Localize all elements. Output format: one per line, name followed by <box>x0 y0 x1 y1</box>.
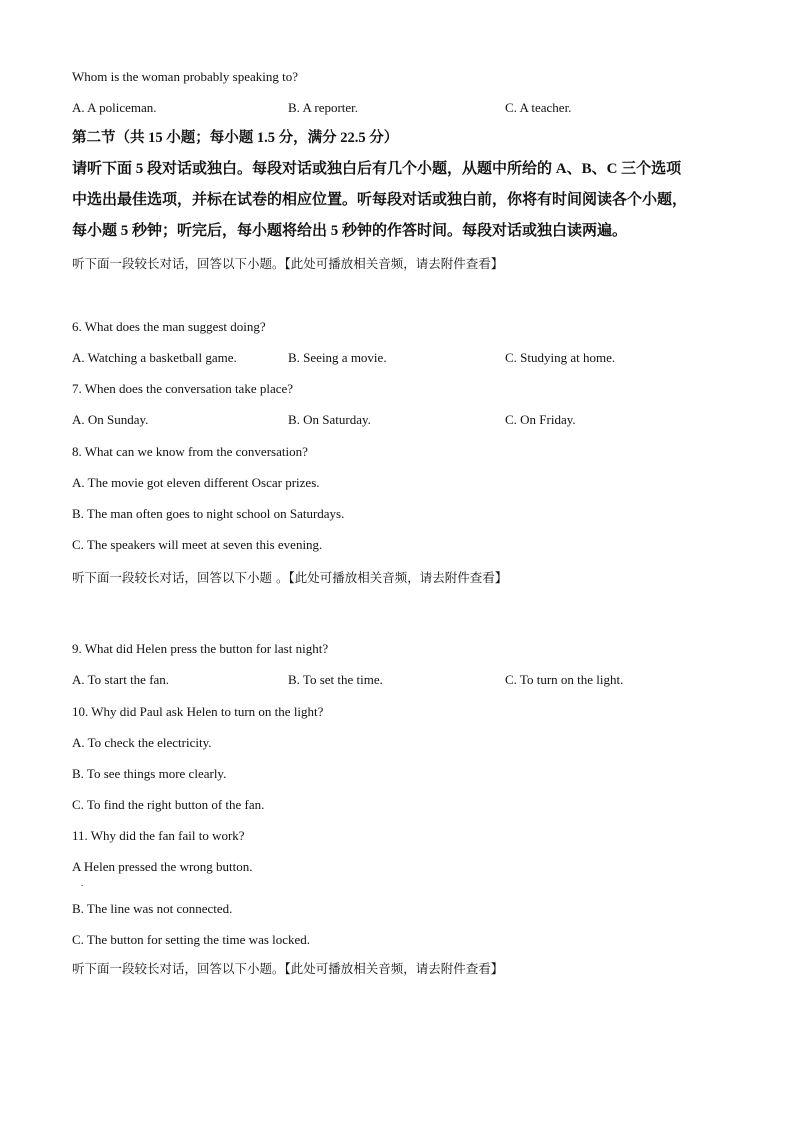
audio-prompt-2[interactable]: 听下面一段较长对话，回答以下小题 。【此处可播放相关音频，请去附件查看】 <box>72 570 508 585</box>
q7-option-b[interactable]: B. On Saturday. <box>288 412 371 427</box>
q10-option-c[interactable]: C. To find the right button of the fan. <box>72 797 265 812</box>
q9-option-c[interactable]: C. To turn on the light. <box>505 672 624 687</box>
stray-dot-mark: . <box>81 878 84 888</box>
instruction-line-3: 每小题 5 秒钟；听完后，每小题将给出 5 秒钟的作答时间。每段对话或独白读两遍。 <box>72 223 628 239</box>
q9-option-b[interactable]: B. To set the time. <box>288 672 383 687</box>
question-10: 10. Why did Paul ask Helen to turn on the light? <box>72 704 324 719</box>
question-9: 9. What did Helen press the button for last night? <box>72 641 329 656</box>
audio-prompt-1[interactable]: 听下面一段较长对话，回答以下小题。【此处可播放相关音频，请去附件查看】 <box>72 256 504 271</box>
q5-option-b[interactable]: B. A reporter. <box>288 100 359 115</box>
q10-option-a[interactable]: A. To check the electricity. <box>72 735 212 750</box>
question-7: 7. When does the conversation take place? <box>72 381 294 396</box>
section-instructions <box>72 154 737 247</box>
q11-option-a[interactable]: A Helen pressed the wrong button. <box>72 859 253 874</box>
q5-option-c[interactable]: C. A teacher. <box>505 100 572 115</box>
q8-option-b[interactable]: B. The man often goes to night school on Saturdays. <box>72 506 345 521</box>
audio-prompt-3[interactable]: 听下面一段较长对话，回答以下小题。【此处可播放相关音频，请去附件查看】 <box>72 961 504 976</box>
q10-option-b[interactable]: B. To see things more clearly. <box>72 766 227 781</box>
q6-option-a[interactable]: A. Watching a basketball game. <box>72 350 237 365</box>
q7-option-a[interactable]: A. On Sunday. <box>72 412 149 427</box>
q5-option-a[interactable]: A. A policeman. <box>72 100 157 115</box>
question-11: 11. Why did the fan fail to work? <box>72 828 245 843</box>
question-6: 6. What does the man suggest doing? <box>72 319 266 334</box>
q7-option-c[interactable]: C. On Friday. <box>505 412 576 427</box>
q8-option-c[interactable]: C. The speakers will meet at seven this evening. <box>72 537 323 552</box>
question-5: Whom is the woman probably speaking to? <box>72 69 299 84</box>
instruction-line-1: 请听下面 5 段对话或独白。每段对话或独白后有几个小题，从题中所给的 A、B、C 三个选项 <box>72 161 682 177</box>
q6-option-c[interactable]: C. Studying at home. <box>505 350 616 365</box>
instruction-line-2: 中选出最佳选项，并标在试卷的相应位置。听每段对话或独白前，你将有时间阅读各个小题， <box>72 192 688 208</box>
question-8: 8. What can we know from the conversation? <box>72 444 308 459</box>
q8-option-a[interactable]: A. The movie got eleven different Oscar prizes. <box>72 475 320 490</box>
q6-option-b[interactable]: B. Seeing a movie. <box>288 350 387 365</box>
q11-option-b[interactable]: B. The line was not connected. <box>72 901 233 916</box>
q9-option-a[interactable]: A. To start the fan. <box>72 672 170 687</box>
section-heading: 第二节（共 15 小题；每小题 1.5 分，满分 22.5 分） <box>72 130 399 146</box>
q11-option-c[interactable]: C. The button for setting the time was locked. <box>72 932 311 947</box>
